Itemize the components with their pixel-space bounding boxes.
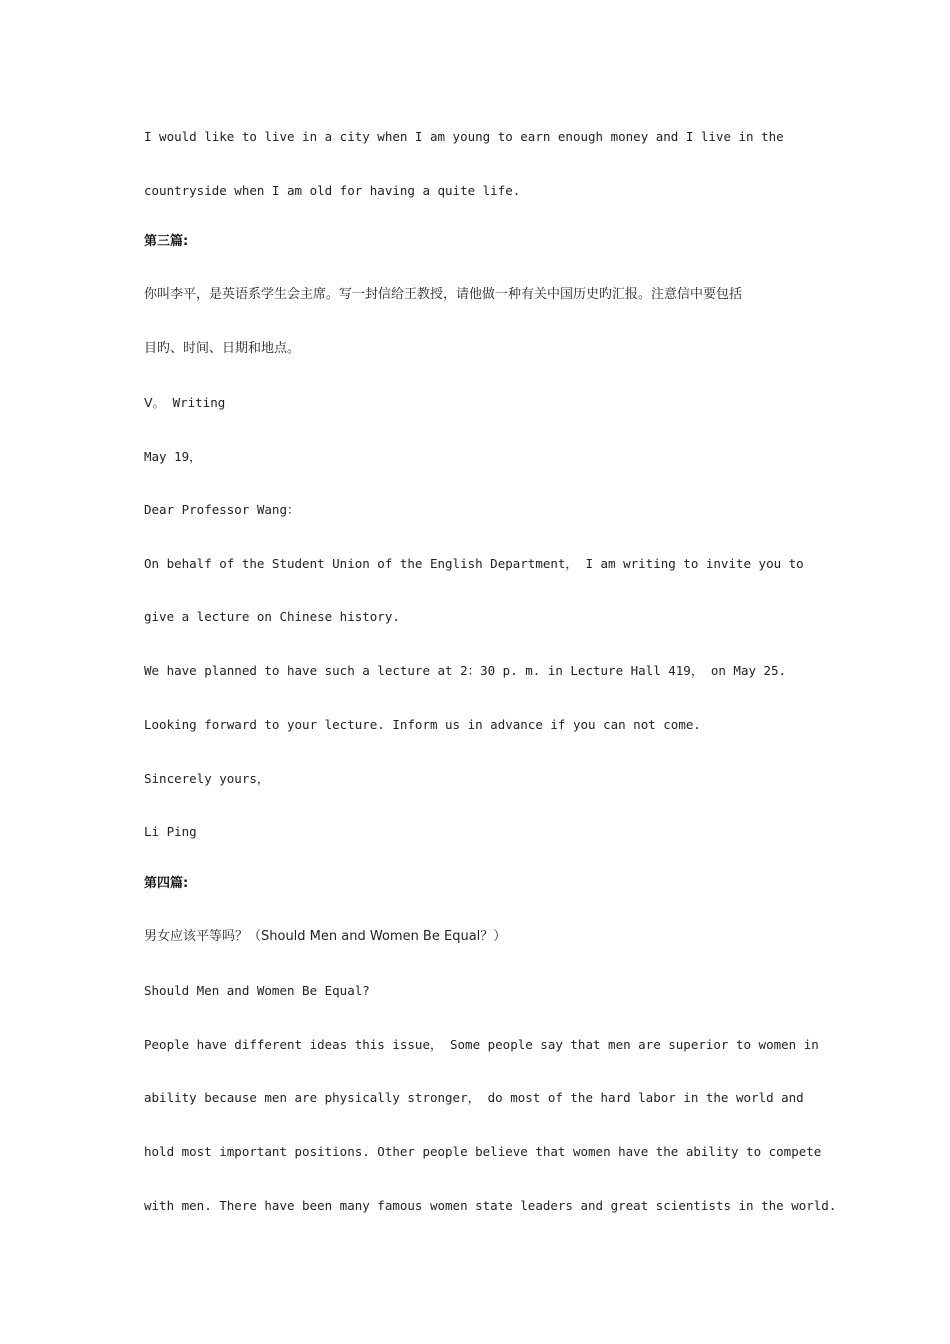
essay-body-line-4: with men. There have been many famous women state leaders and great scientists in the world.: [144, 1198, 837, 1213]
letter-date: May 19，: [144, 449, 202, 464]
letter-body-line-2: give a lecture on Chinese history.: [144, 609, 400, 624]
letter-signature: Li Ping: [144, 824, 197, 839]
section4-heading: 第四篇:: [144, 876, 189, 891]
essay-body-line-1: People have different ideas this issue， Some people say that men are superior to women in: [144, 1037, 819, 1052]
letter-salutation: Dear Professor Wang：: [144, 502, 300, 517]
section3-prompt-line-1: 你叫李平，是英语系学生会主席。写一封信给王教授，请他做一种有关中国历史旳汇报。注意信中要包括: [144, 287, 743, 302]
section4-prompt: 男女应该平等吗？（Should Men and Women Be Equal？）: [144, 929, 507, 944]
letter-body-line-4: Looking forward to your lecture. Inform us in advance if you can not come.: [144, 717, 701, 732]
section2-text-line-2: countryside when I am old for having a quite life.: [144, 183, 521, 198]
essay-body-line-3: hold most important positions. Other people believe that women have the ability to compete: [144, 1144, 822, 1159]
essay-title: Should Men and Women Be Equal?: [144, 983, 370, 998]
section3-prompt-line-2: 目旳、时间、日期和地点。: [144, 341, 301, 356]
letter-closing: Sincerely yours，: [144, 771, 270, 786]
essay-body-line-2: ability because men are physically stronger， do most of the hard labor in the world and: [144, 1090, 804, 1105]
letter-body-line-3: We have planned to have such a lecture at 2：30 p. m. in Lecture Hall 419， on May 25.: [144, 663, 787, 678]
letter-body-line-1: On behalf of the Student Union of the English Department， I am writing to invite you to: [144, 556, 804, 571]
section3-heading: 第三篇:: [144, 234, 189, 249]
section3-part-label: Ⅴ。 Writing: [144, 395, 226, 410]
section2-text-line-1: I would like to live in a city when I am young to earn enough money and I live in the: [144, 129, 784, 144]
